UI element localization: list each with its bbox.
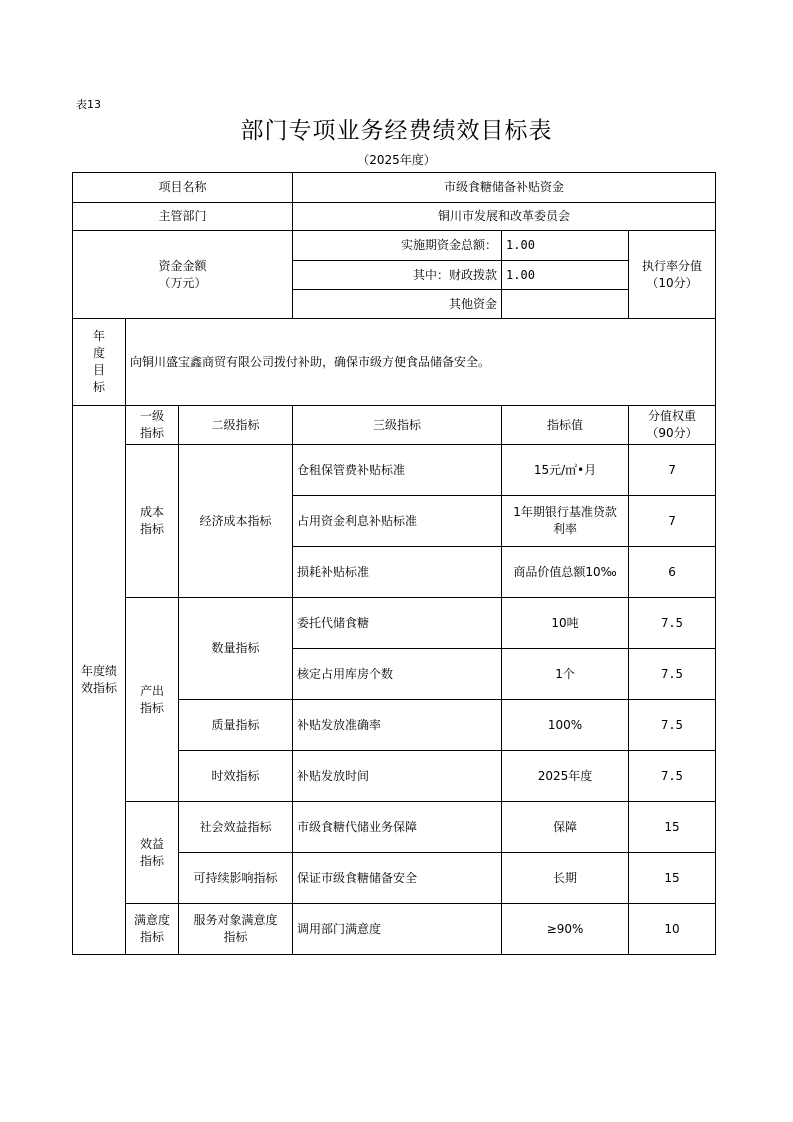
level3-indicator: 保证市级食糖储备安全 xyxy=(293,853,502,904)
level3-indicator: 占用资金利息补贴标准 xyxy=(293,496,502,547)
satisfaction-label-line1: 满意度 xyxy=(133,913,170,927)
department-label: 主管部门 xyxy=(73,203,293,231)
annual-performance-label-line2: 效指标 xyxy=(80,681,117,695)
level3-indicator: 调用部门满意度 xyxy=(293,904,502,955)
output-label-line1: 产出 xyxy=(139,683,164,698)
indicator-row xyxy=(73,802,716,853)
performance-target-table xyxy=(72,172,716,955)
indicator-weight: 7.5 xyxy=(629,598,716,649)
project-name-value: 市级食糖储备补贴资金 xyxy=(293,173,716,203)
annual-objective-label-char: 年 xyxy=(92,329,105,343)
level3-indicator: 委托代储食糖 xyxy=(293,598,502,649)
annual-objective-label-char: 标 xyxy=(92,380,105,394)
economic-cost-subgroup: 经济成本指标 xyxy=(179,445,293,598)
level3-header: 三级指标 xyxy=(293,406,502,445)
fund-finance-label: 其中：财政拨款 xyxy=(293,261,502,290)
level3-indicator: 市级食糖代储业务保障 xyxy=(293,802,502,853)
fiscal-year: （2025年度） xyxy=(357,153,436,167)
annual-objective-label xyxy=(73,319,126,406)
fund-total-row xyxy=(73,231,716,261)
execution-rate-label: 执行率分值 xyxy=(642,258,703,273)
indicator-value: 2025年度 xyxy=(502,751,629,802)
fund-total-value: 1.00 xyxy=(502,231,629,261)
indicator-header-row xyxy=(73,406,716,445)
indicator-value xyxy=(502,496,629,547)
indicator-value: 保障 xyxy=(502,802,629,853)
indicator-value: 15元/㎡•月 xyxy=(502,445,629,496)
annual-objective-text: 向铜川盛宝鑫商贸有限公司拨付补助，确保市级方便食品储备安全。 xyxy=(126,319,716,406)
fund-other-value xyxy=(502,290,629,319)
fund-finance-value: 1.00 xyxy=(502,261,629,290)
indicator-value: 1个 xyxy=(502,649,629,700)
annual-objective-label-char: 度 xyxy=(92,346,105,360)
project-name-row xyxy=(73,173,716,203)
indicator-value: 长期 xyxy=(502,853,629,904)
level1-header-line2: 指标 xyxy=(139,426,164,440)
indicator-weight: 15 xyxy=(629,802,716,853)
fund-amount-label xyxy=(73,231,293,319)
execution-rate-points: （10分） xyxy=(646,275,698,290)
page-title: 部门专项业务经费绩效目标表 xyxy=(240,118,553,144)
level3-indicator: 补贴发放时间 xyxy=(293,751,502,802)
sustainable-impact-subgroup: 可持续影响指标 xyxy=(179,853,293,904)
satisfaction-label-line2: 指标 xyxy=(139,930,164,944)
execution-rate-score xyxy=(629,231,716,319)
weight-header-line2: （90分） xyxy=(646,426,698,440)
level3-indicator: 核定占用库房个数 xyxy=(293,649,502,700)
weight-header-line1: 分值权重 xyxy=(648,409,697,423)
fund-total-label: 实施期资金总额： xyxy=(293,231,502,261)
timeliness-subgroup: 时效指标 xyxy=(179,751,293,802)
indicator-weight: 15 xyxy=(629,853,716,904)
level2-header: 二级指标 xyxy=(179,406,293,445)
indicator-value: 10吨 xyxy=(502,598,629,649)
benefit-indicator-group xyxy=(126,802,179,904)
cost-label-line2: 指标 xyxy=(139,522,164,536)
indicator-value-line2: 利率 xyxy=(553,522,578,536)
annual-objective-label-char: 目 xyxy=(92,363,105,377)
output-indicator-group xyxy=(126,598,179,802)
annual-objective-row xyxy=(73,319,716,406)
social-benefit-subgroup: 社会效益指标 xyxy=(179,802,293,853)
indicator-row xyxy=(73,445,716,496)
weight-header xyxy=(629,406,716,445)
annual-performance-indicators-label xyxy=(73,406,126,955)
indicator-weight: 10 xyxy=(629,904,716,955)
department-value: 铜川市发展和改革委员会 xyxy=(293,203,716,231)
indicator-value-header: 指标值 xyxy=(502,406,629,445)
level3-indicator: 补贴发放准确率 xyxy=(293,700,502,751)
indicator-weight: 7 xyxy=(629,445,716,496)
indicator-value: 100% xyxy=(502,700,629,751)
table-number: 表13 xyxy=(76,98,101,111)
fund-amount-label-line2: （万元） xyxy=(158,275,207,290)
indicator-weight: 7.5 xyxy=(629,751,716,802)
indicator-row xyxy=(73,904,716,955)
benefit-label-line2: 指标 xyxy=(139,853,164,868)
quality-subgroup: 质量指标 xyxy=(179,700,293,751)
indicator-value-line1: 1年期银行基准贷款 xyxy=(513,505,617,519)
project-name-label: 项目名称 xyxy=(73,173,293,203)
service-satisfaction-line2: 指标 xyxy=(223,930,248,944)
indicator-weight: 7.5 xyxy=(629,649,716,700)
indicator-weight: 6 xyxy=(629,547,716,598)
quantity-subgroup: 数量指标 xyxy=(179,598,293,700)
cost-indicator-group xyxy=(126,445,179,598)
fund-other-label: 其他资金 xyxy=(293,290,502,319)
benefit-label-line1: 效益 xyxy=(139,836,164,851)
indicator-row xyxy=(73,598,716,649)
service-satisfaction-line1: 服务对象满意度 xyxy=(193,913,278,927)
indicator-weight: 7 xyxy=(629,496,716,547)
indicator-weight: 7.5 xyxy=(629,700,716,751)
cost-label-line1: 成本 xyxy=(139,505,164,519)
department-row xyxy=(73,203,716,231)
level3-indicator: 仓租保管费补贴标准 xyxy=(293,445,502,496)
output-label-line2: 指标 xyxy=(139,700,164,715)
level1-header xyxy=(126,406,179,445)
indicator-value: ≥90% xyxy=(502,904,629,955)
fund-amount-label-line1: 资金金额 xyxy=(158,258,207,273)
level3-indicator: 损耗补贴标准 xyxy=(293,547,502,598)
level1-header-line1: 一级 xyxy=(139,409,164,423)
annual-performance-label-line1: 年度绩 xyxy=(80,664,117,678)
service-satisfaction-subgroup xyxy=(179,904,293,955)
satisfaction-indicator-group xyxy=(126,904,179,955)
indicator-value: 商品价值总额10‰ xyxy=(502,547,629,598)
